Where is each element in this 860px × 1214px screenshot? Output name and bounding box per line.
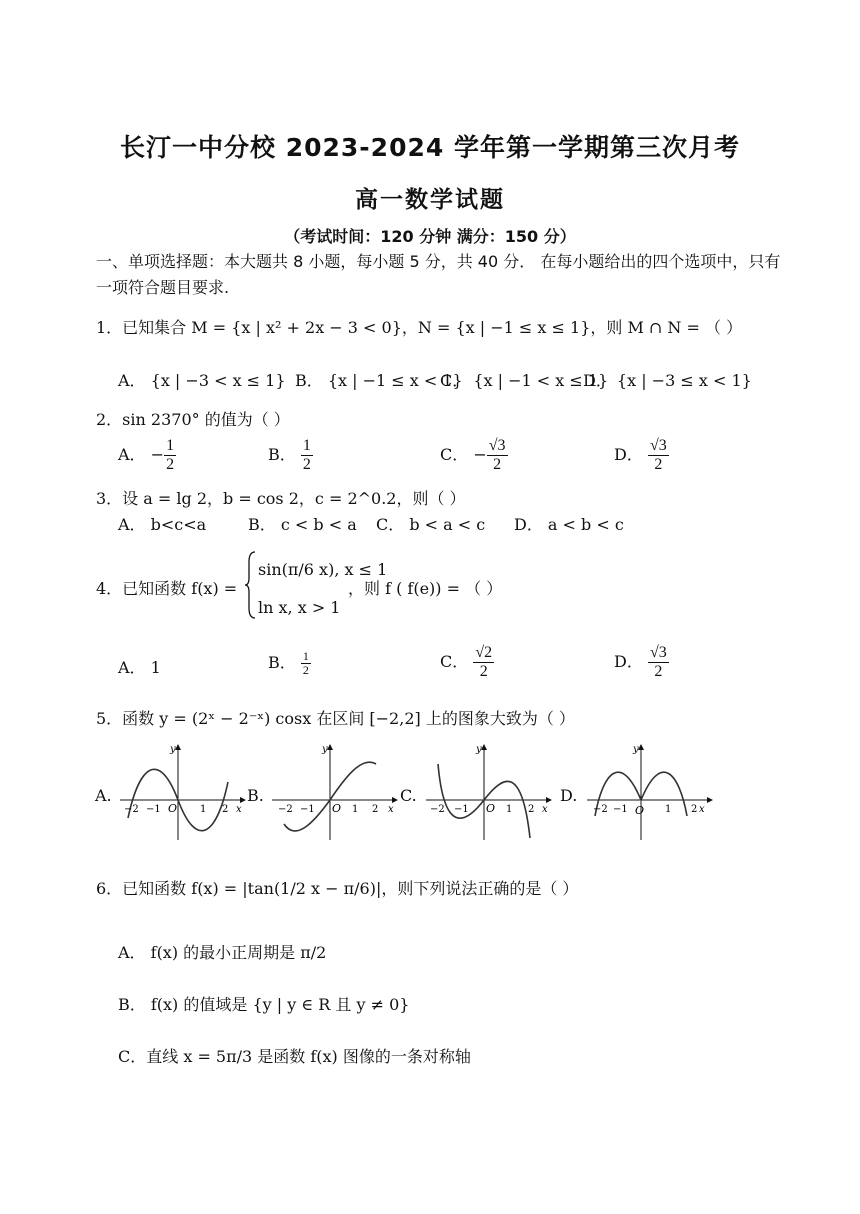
svg-text:x: x xyxy=(236,804,242,815)
question-3-option-c: C． b < a < c xyxy=(376,515,486,534)
question-2-stem: 2．sin 2370° 的值为（ ） xyxy=(96,410,290,429)
question-5-option-c: C. xyxy=(400,786,417,805)
svg-text:O: O xyxy=(635,804,645,817)
piecewise-case-1: sin(π/6 x), x ≤ 1 xyxy=(258,560,388,579)
question-1-option-d: D． {x | −3 ≤ x < 1} xyxy=(583,371,752,390)
svg-text:O: O xyxy=(168,802,178,815)
question-2-option-b: B． $\frac{1}{2}$ xyxy=(268,437,311,473)
question-4-option-c: C． $\frac{√2}{2}$ xyxy=(440,644,493,680)
fraction: $\frac{√3}{2}$ xyxy=(488,437,506,473)
svg-text:x: x xyxy=(542,804,548,815)
svg-text:−2: −2 xyxy=(278,804,293,815)
question-1-stem: 1．已知集合 M = {x | x² + 2x − 3 < 0}，N = {x | −1 ≤ x ≤ 1}，则 M ∩ N = （ ） xyxy=(96,318,743,337)
svg-text:x: x xyxy=(699,804,705,815)
exam-meta: （考试时间：120 分钟 满分：150 分） xyxy=(284,227,576,246)
fraction: $\frac{1}{2}$ xyxy=(166,437,175,473)
graph-option-c xyxy=(424,742,554,842)
question-1-option-b: B． {x | −1 ≤ x < 1} xyxy=(295,371,463,390)
question-4-option-d: D． $\frac{√3}{2}$ xyxy=(614,644,667,680)
svg-text:1: 1 xyxy=(352,804,359,815)
section-heading: 一、单项选择题：本大题共 8 小题，每小题 5 分，共 40 分． 在每小题给出的四个选项中，只有一项符合题目要求. xyxy=(96,252,781,297)
question-6-option-c: C．直线 x = 5π/3 是函数 f(x) 图像的一条对称轴 xyxy=(118,1047,471,1066)
question-1-option-a: A． {x | −3 < x ≤ 1} xyxy=(118,371,286,390)
exam-subtitle: 高一数学试题 xyxy=(355,187,505,213)
question-4-option-a: A． 1 xyxy=(118,658,161,677)
svg-text:y: y xyxy=(476,744,482,755)
svg-text:1: 1 xyxy=(506,804,513,815)
exam-title: 长汀一中分校 2023-2024 学年第一学期第三次月考 xyxy=(120,133,740,162)
svg-text:y: y xyxy=(633,744,639,755)
piecewise-brace xyxy=(245,550,257,620)
svg-text:−1: −1 xyxy=(146,804,161,815)
svg-text:1: 1 xyxy=(665,804,672,815)
fraction: $\frac{1}{2}$ xyxy=(302,649,309,677)
svg-text:y: y xyxy=(170,744,176,755)
question-3-option-b: B． c < b < a xyxy=(248,515,357,534)
question-6-option-a: A． f(x) 的最小正周期是 π/2 xyxy=(118,943,327,962)
question-2-option-a: A． − $\frac{1}{2}$ xyxy=(118,437,175,473)
question-1-option-c: C． {x | −1 < x ≤ 1} xyxy=(440,371,609,390)
svg-text:2: 2 xyxy=(372,804,379,815)
question-4-stem-suffix: ，则 f ( f(e)) = （ ） xyxy=(348,579,503,598)
svg-text:−1: −1 xyxy=(454,804,469,815)
question-3-option-a: A． b<c<a xyxy=(118,515,207,534)
svg-text:2: 2 xyxy=(222,804,229,815)
svg-text:−2: −2 xyxy=(124,804,139,815)
question-4-option-b: B． $\frac{1}{2}$ xyxy=(268,649,309,677)
question-2-option-c: C． − $\frac{√3}{2}$ xyxy=(440,437,506,473)
svg-text:O: O xyxy=(486,802,496,815)
question-6-option-b: B． f(x) 的值域是 {y | y ∈ R 且 y ≠ 0} xyxy=(118,995,410,1014)
svg-text:−2: −2 xyxy=(430,804,445,815)
fraction: $\frac{√3}{2}$ xyxy=(649,644,667,680)
graph-option-d xyxy=(585,742,725,842)
fraction: $\frac{√3}{2}$ xyxy=(649,437,667,473)
question-5-stem: 5．函数 y = (2ˣ − 2⁻ˣ) cosx 在区间 [−2,2] 上的图象大致为（ ） xyxy=(96,709,575,728)
svg-text:2: 2 xyxy=(528,804,535,815)
piecewise-case-2: ln x, x > 1 xyxy=(258,598,341,617)
svg-text:x: x xyxy=(388,804,394,815)
svg-text:−1: −1 xyxy=(613,804,628,815)
question-2-option-d: D． $\frac{√3}{2}$ xyxy=(614,437,667,473)
question-5-option-a: A. xyxy=(95,786,112,805)
fraction: $\frac{1}{2}$ xyxy=(302,437,311,473)
fraction: $\frac{√2}{2}$ xyxy=(475,644,493,680)
svg-text:2: 2 xyxy=(691,804,698,815)
question-5-option-d: D. xyxy=(560,786,578,805)
svg-text:O: O xyxy=(332,802,342,815)
question-5-option-b: B. xyxy=(247,786,264,805)
svg-text:1: 1 xyxy=(200,804,207,815)
svg-text:y: y xyxy=(322,744,328,755)
graph-option-a xyxy=(118,742,248,842)
question-6-stem: 6．已知函数 f(x) = |tan(1/2 x − π/6)|，则下列说法正确的是（ ） xyxy=(96,879,579,898)
svg-text:−2: −2 xyxy=(593,804,608,815)
question-3-stem: 3．设 a = lg 2，b = cos 2，c = 2^0.2，则（ ） xyxy=(96,489,466,508)
graph-option-b xyxy=(270,742,400,842)
svg-text:−1: −1 xyxy=(300,804,315,815)
question-3-option-d: D． a < b < c xyxy=(514,515,624,534)
question-4-stem-prefix: 4．已知函数 f(x) = xyxy=(96,579,238,598)
